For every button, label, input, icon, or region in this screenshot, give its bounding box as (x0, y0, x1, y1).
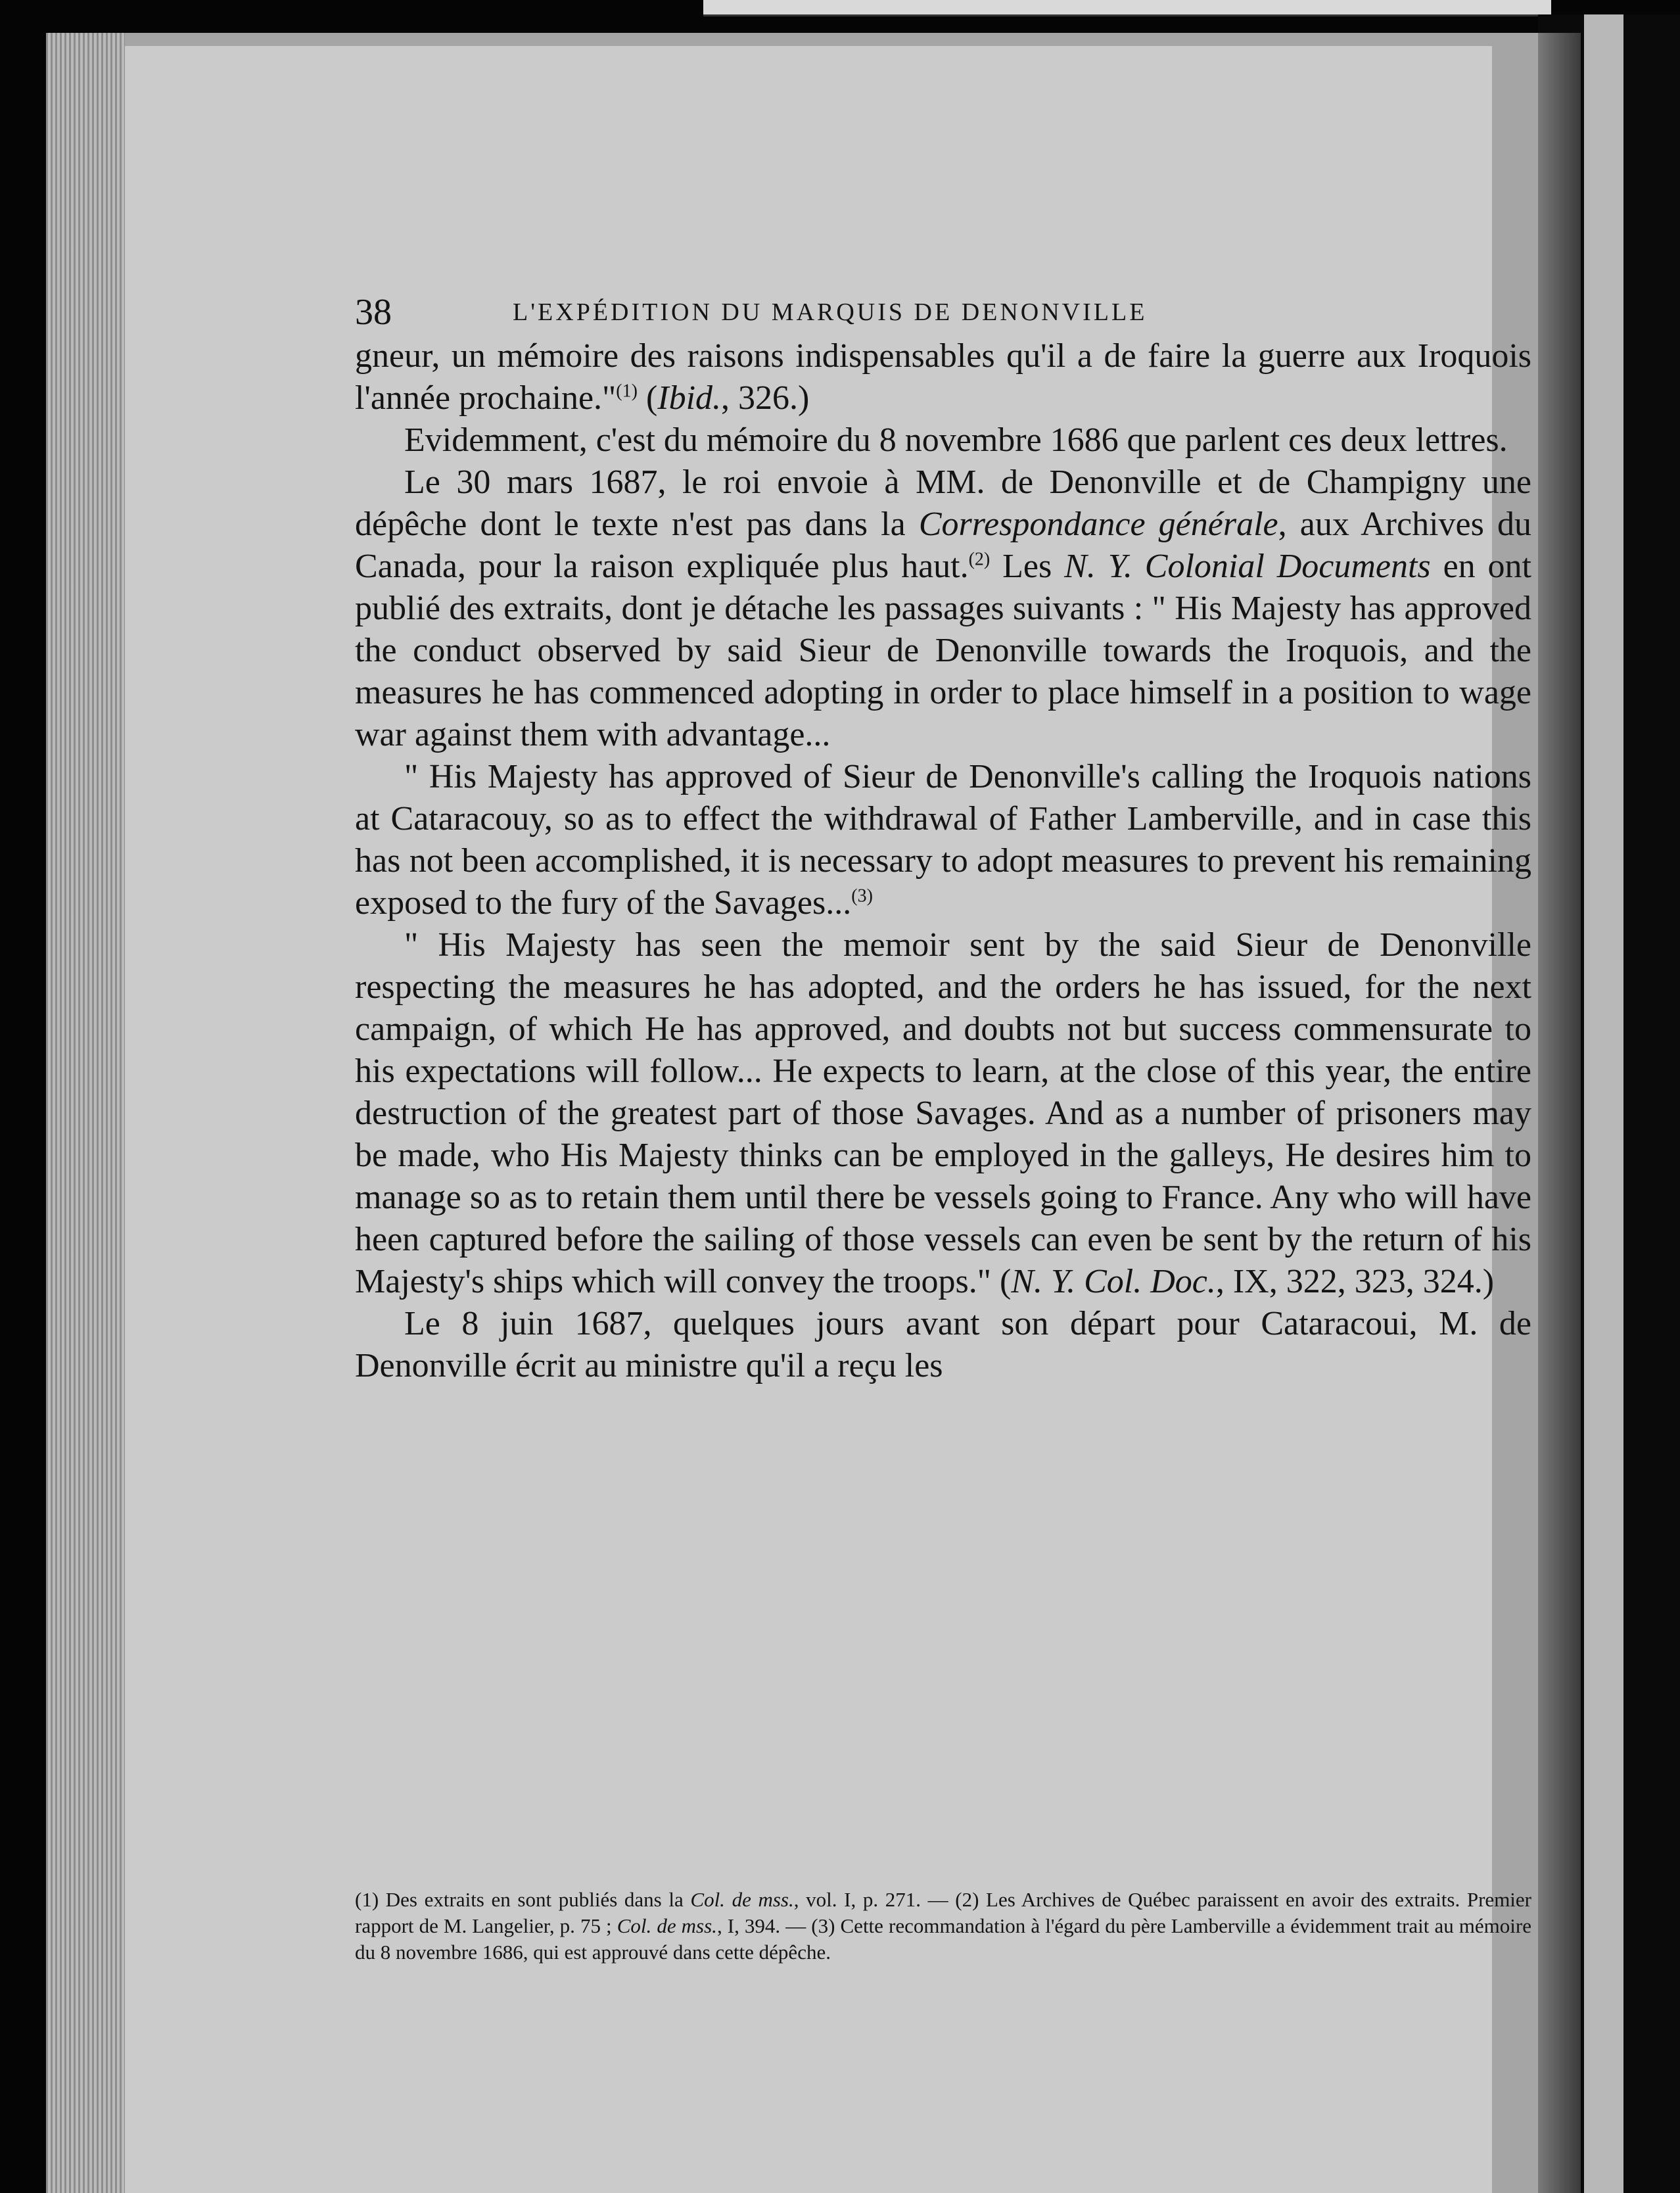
footnote-italic-2: Col. de mss. (617, 1914, 717, 1937)
body-text (355, 335, 1531, 1387)
running-head (355, 286, 1571, 339)
top-paper-strip (703, 0, 1551, 16)
paragraph-5 (355, 924, 1531, 1303)
running-title: L'EXPÉDITION DU MARQUIS DE DENONVILLE (513, 298, 1148, 326)
paragraph-6: Le 8 juin 1687, quelques jours avant son départ pour Cataracoui, M. de Denonville écrit au ministre qu'il a reçu les (355, 1305, 1531, 1384)
note-ref-2: (2) (968, 549, 991, 570)
spine-shadow (1538, 33, 1581, 2193)
paragraph-4 (355, 756, 1531, 924)
footnote-text-c: , I, 394. — (3) Cette recommandation à l'égard du père Lamberville a évidemment trait au mémoire du 8 novembre 1686, qui est approuvé dans cette dépêche. (355, 1914, 1531, 1964)
paragraph-3-text-a: Le 30 mars 1687, le roi envoie à MM. de Denonville et de Champigny une dépêche dont le texte n'est pas dans la (355, 463, 1531, 543)
citation-open: ( (637, 379, 658, 417)
page-stack-edge (46, 33, 125, 2193)
italic-ny-col-doc: N. Y. Col. Doc. (1011, 1263, 1216, 1300)
book-page (125, 46, 1531, 2193)
paragraph-3-text-c: Les (990, 548, 1065, 585)
paragraph-4-text: " His Majesty has approved of Sieur de Denonville's calling the Iroquois nations at Cataracouy, so as to effect the withdrawal of Father Lamberville, and in case this has not been accomplished, it is necessary to adopt measures to prevent his remaining exposed to the fury of the Savages... (355, 758, 1531, 922)
note-ref-3: (3) (851, 885, 873, 907)
paragraph-3 (355, 461, 1531, 756)
paragraph-5-text-b: , IX, 322, 323, 324.) (1215, 1263, 1495, 1300)
paragraph-2: Evidemment, c'est du mémoire du 8 novembre 1686 que parlent ces deux lettres. (404, 421, 1508, 459)
footnote-italic-1: Col. de mss. (690, 1888, 794, 1911)
citation-rest: , 326.) (721, 379, 810, 417)
paragraph-3-text-d: en ont publié des extraits, dont je détache les passages suivants : " His Majesty has approved the conduct observed by said Sieur de Denonville towards the Iroquois, and the measures he has commenced adopting in order to place himself in a position to wage war against them with advantage... (355, 548, 1531, 753)
paragraph-1-text: gneur, un mémoire des raisons indispensables qu'il a de faire la guerre aux Iroquois l'année prochaine." (355, 337, 1531, 417)
footnote-text-b: , vol. I, p. 271. — (2) Les Archives de Québec paraissent en avoir des extraits. Premier rapport de M. Langelier, p. 75 ; (355, 1888, 1531, 1937)
footnotes (355, 1887, 1531, 1966)
footnote-text-a: (1) Des extraits en sont publiés dans la (355, 1888, 691, 1911)
page-number: 38 (355, 292, 392, 333)
note-ref-1: (1) (616, 381, 638, 402)
paragraph-5-text-a: " His Majesty has seen the memoir sent by the said Sieur de Denonville respecting the measures he has adopted, and the orders he has issued, for the next campaign, of which He has approved, and doubts not but success commensurate to his expectations will follow... He expects to learn, at the close of this year, the entire destruction of the greatest part of those Savages. And as a number of prisoners may be made, who His Majesty thinks can be employed in the galleys, He desires him to manage so as to retain them until there be vessels going to France. Any who will have heen captured before the sailing of those vessels can even be sent by the return of his Majesty's ships which will convey the troops." ( (355, 926, 1531, 1300)
paragraph-3-text-b: , aux Archives du Canada, pour la raison expliquée plus haut. (355, 506, 1531, 585)
citation-ibid: Ibid. (657, 379, 722, 417)
italic-correspondance: Correspondance générale (918, 506, 1278, 543)
italic-ny-colonial-documents: N. Y. Colonial Documents (1064, 548, 1431, 585)
right-page-sliver (1584, 14, 1623, 2193)
paragraph-1 (355, 335, 1531, 419)
